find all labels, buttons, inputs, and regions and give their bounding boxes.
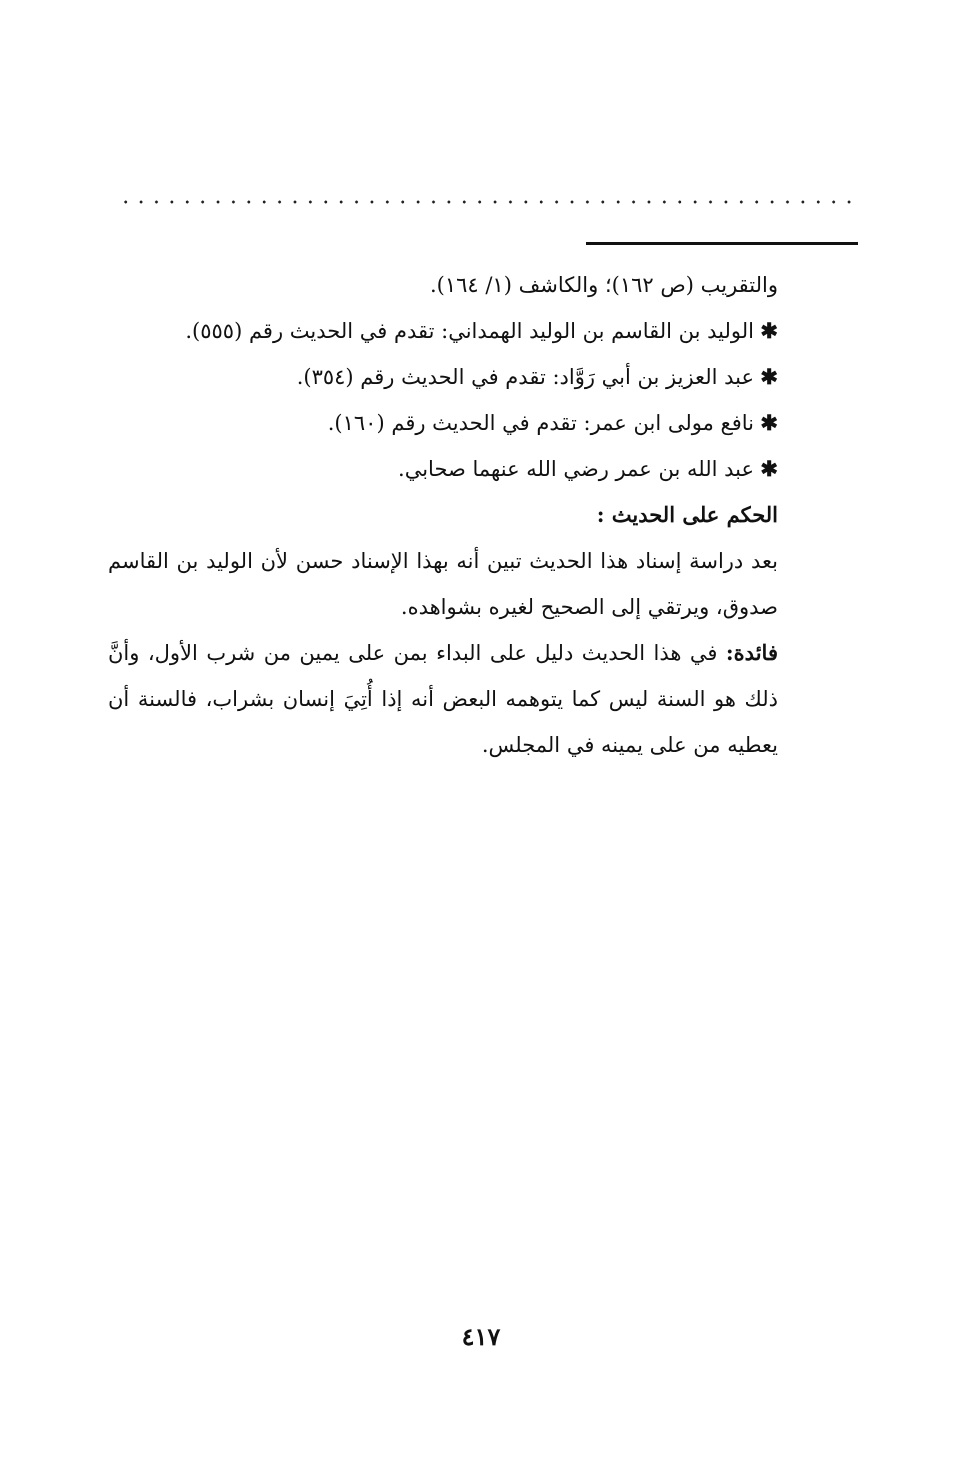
page-content: [108, 262, 778, 768]
asterisk-bullet-icon: ✱: [760, 410, 778, 435]
narrator-text: نافع مولى ابن عمر: تقدم في الحديث رقم (١٦٠).: [327, 411, 754, 435]
narrator-text: عبد العزيز بن أبي رَوَّاد: تقدم في الحديث رقم (٣٥٤).: [296, 365, 754, 389]
benefit-line-3: يعطيه من على يمينه في المجلس.: [481, 733, 778, 757]
benefit-label: فائدة:: [725, 640, 778, 665]
narrator-item-1: [108, 308, 778, 354]
narrator-text: الوليد بن القاسم بن الوليد الهمداني: تقدم في الحديث رقم (٥٥٥).: [185, 319, 754, 343]
narrator-item-3: [108, 400, 778, 446]
benefit-text: في هذا الحديث دليل على البداء بمن على يمين من شرب الأول، وأنَّ: [108, 641, 718, 665]
narrator-item-4: [108, 446, 778, 492]
dotted-separator: [118, 196, 858, 208]
narrator-item-2: [108, 354, 778, 400]
benefit-line-1: [108, 630, 778, 676]
ruling-line-1: بعد دراسة إسناد هذا الحديث تبين أنه بهذا الإسناد حسن لأن الوليد بن القاسم: [108, 549, 778, 573]
ruling-heading: الحكم على الحديث :: [596, 502, 778, 527]
asterisk-bullet-icon: ✱: [760, 456, 778, 481]
footnote-line: والتقريب (ص ١٦٢)؛ والكاشف (١/ ١٦٤).: [429, 273, 778, 297]
benefit-line-2: ذلك هو السنة ليس كما يتوهمه البعض أنه إذا أُتِيَ إنسان بشراب، فالسنة أن: [108, 687, 778, 711]
footnote-rule: [586, 242, 858, 245]
page-number: ٤١٧: [461, 1322, 501, 1351]
narrator-text: عبد الله بن عمر رضي الله عنهما صحابي.: [398, 457, 754, 481]
ruling-line-2: صدوق، ويرتقي إلى الصحيح لغيره بشواهده.: [400, 595, 778, 619]
asterisk-bullet-icon: ✱: [760, 318, 778, 343]
asterisk-bullet-icon: ✱: [760, 364, 778, 389]
